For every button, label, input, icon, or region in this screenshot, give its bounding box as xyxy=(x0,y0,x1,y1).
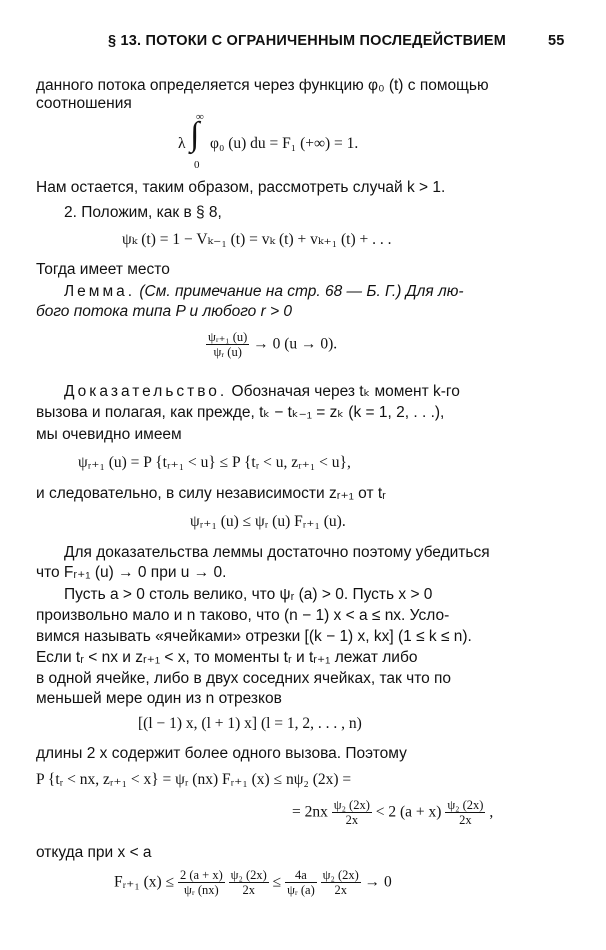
equation-psi-product: ψᵣ₊₁ (u) ≤ ψᵣ (u) Fᵣ₊₁ (u). xyxy=(190,513,346,530)
equation-intervals: [(l − 1) x, (l + 1) x] (l = 1, 2, . . . , n) xyxy=(138,715,362,732)
text-line: вызова и полагая, как прежде, tₖ − tₖ₋₁ = zₖ (k = 1, 2, . . .), xyxy=(36,404,445,421)
lemma-label: Лемма. xyxy=(64,283,136,300)
lemma-text: (См. примечание на стр. 68 — Б. Г.) Для лю- xyxy=(139,283,464,300)
equation-final-bound: Fᵣ₊₁ (x) ≤ $\frac{2 (a + x)}{\text{ψᵣ (nx)}}$ $\frac{\text{ψ₂ (2x)}}{2x}$ ≤ $\frac{4a}{\text{ψᵣ (a)}}$ $\frac{\text{ψ₂ (2x)}}{2x}$ → 0 xyxy=(114,868,392,898)
fraction: $\frac{2 (a + x)}{\text{ψᵣ (nx)}}$ xyxy=(179,868,223,898)
equation-psi-k: ψₖ (t) = 1 − Vₖ₋₁ (t) = vₖ (t) + vₖ₊₁ (t) + . . . xyxy=(122,231,392,248)
text-line: 2. Положим, как в § 8, xyxy=(64,204,222,221)
proof-label: Доказательство. xyxy=(64,383,228,400)
fraction: $\frac{\text{ψ₂ (2x)}}{2x}$ xyxy=(447,798,484,828)
running-header: § 13. ПОТОКИ С ОГРАНИЧЕННЫМ ПОСЛЕДЕЙСТВИЕМ xyxy=(108,33,507,49)
proof-line xyxy=(64,384,460,400)
lemma-line xyxy=(64,284,464,300)
text-line: меньшей мере один из n отрезков xyxy=(36,690,282,707)
integral-sign: ∫ xyxy=(190,116,200,153)
text-line: данного потока определяется через функцию φ₀ (t) с помощью xyxy=(36,77,489,94)
text-line: мы очевидно имеем xyxy=(36,426,182,443)
integral-lower-limit: 0 xyxy=(194,159,200,171)
proof-text: Обозначая через tₖ момент k-го xyxy=(231,383,460,400)
text-line: в одной ячейке, либо в двух соседних ячейках, так что по xyxy=(36,670,452,687)
integral-body: φ₀ (u) du = F₁ (+∞) = 1. xyxy=(210,135,359,152)
equation-psi-inequality: ψᵣ₊₁ (u) = P {tᵣ₊₁ < u} ≤ P {tᵣ < u, zᵣ₊₁ < u}, xyxy=(78,454,351,471)
text-line: Тогда имеет место xyxy=(36,261,170,278)
fraction: $\frac{\text{ψ₂ (2x)}}{2x}$ xyxy=(322,868,359,898)
text-line: вимся называть «ячейками» отрезки [(k − 1) x, kx] (1 ≤ k ≤ n). xyxy=(36,628,472,645)
text-line: откуда при x < a xyxy=(36,844,152,861)
text-line: и следовательно, в силу независимости zᵣ₊₁ от tᵣ xyxy=(36,485,386,502)
page-number: 55 xyxy=(548,33,565,49)
fraction: $\frac{4a}{\text{ψᵣ (a)}}$ xyxy=(287,868,315,898)
text-line: соотношения xyxy=(36,95,132,112)
fraction: $\frac{\text{ψᵣ₊₁ (u)}}{\text{ψᵣ (u)}}$ xyxy=(208,330,248,360)
fraction: $\frac{\text{ψ₂ (2x)}}{2x}$ xyxy=(230,868,267,898)
equation-probability-line2: = 2nx $\frac{\text{ψ₂ (2x)}}{2x}$ < 2 (a + x) $\frac{\text{ψ₂ (2x)}}{2x}$ , xyxy=(292,798,494,828)
text-line: что Fᵣ₊₁ (u) → 0 при u → 0. xyxy=(36,564,227,581)
equation-probability-line1: P {tᵣ < nx, zᵣ₊₁ < x} = ψᵣ (nx) Fᵣ₊₁ (x) ≤ nψ₂ (2x) = xyxy=(36,771,352,788)
text-line: Нам остается, таким образом, рассмотреть случай k > 1. xyxy=(36,179,446,196)
lemma-continuation: бого потока типа P и любого r > 0 xyxy=(36,303,293,320)
text-line: Пусть a > 0 столь велико, что ψᵣ (a) > 0. Пусть x > 0 xyxy=(64,586,433,603)
text-line: длины 2 x содержит более одного вызова. Поэтому xyxy=(36,745,407,762)
text-line: Если tᵣ < nx и zᵣ₊₁ < x, то моменты tᵣ и tᵣ₊₁ лежат либо xyxy=(36,649,418,666)
integral-upper-limit: ∞ xyxy=(196,111,204,123)
equation-lemma-limit: $\frac{\text{ψᵣ₊₁ (u)}}{\text{ψᵣ (u)}}$ → 0 (u → 0). xyxy=(208,330,338,360)
text-line: Для доказательства леммы достаточно поэтому убедиться xyxy=(64,544,490,561)
fraction: $\frac{\text{ψ₂ (2x)}}{2x}$ xyxy=(333,798,370,828)
lambda-symbol: λ xyxy=(178,135,186,152)
text-line: произвольно мало и n таково, что (n − 1) x < a ≤ nx. Усло- xyxy=(36,607,450,624)
